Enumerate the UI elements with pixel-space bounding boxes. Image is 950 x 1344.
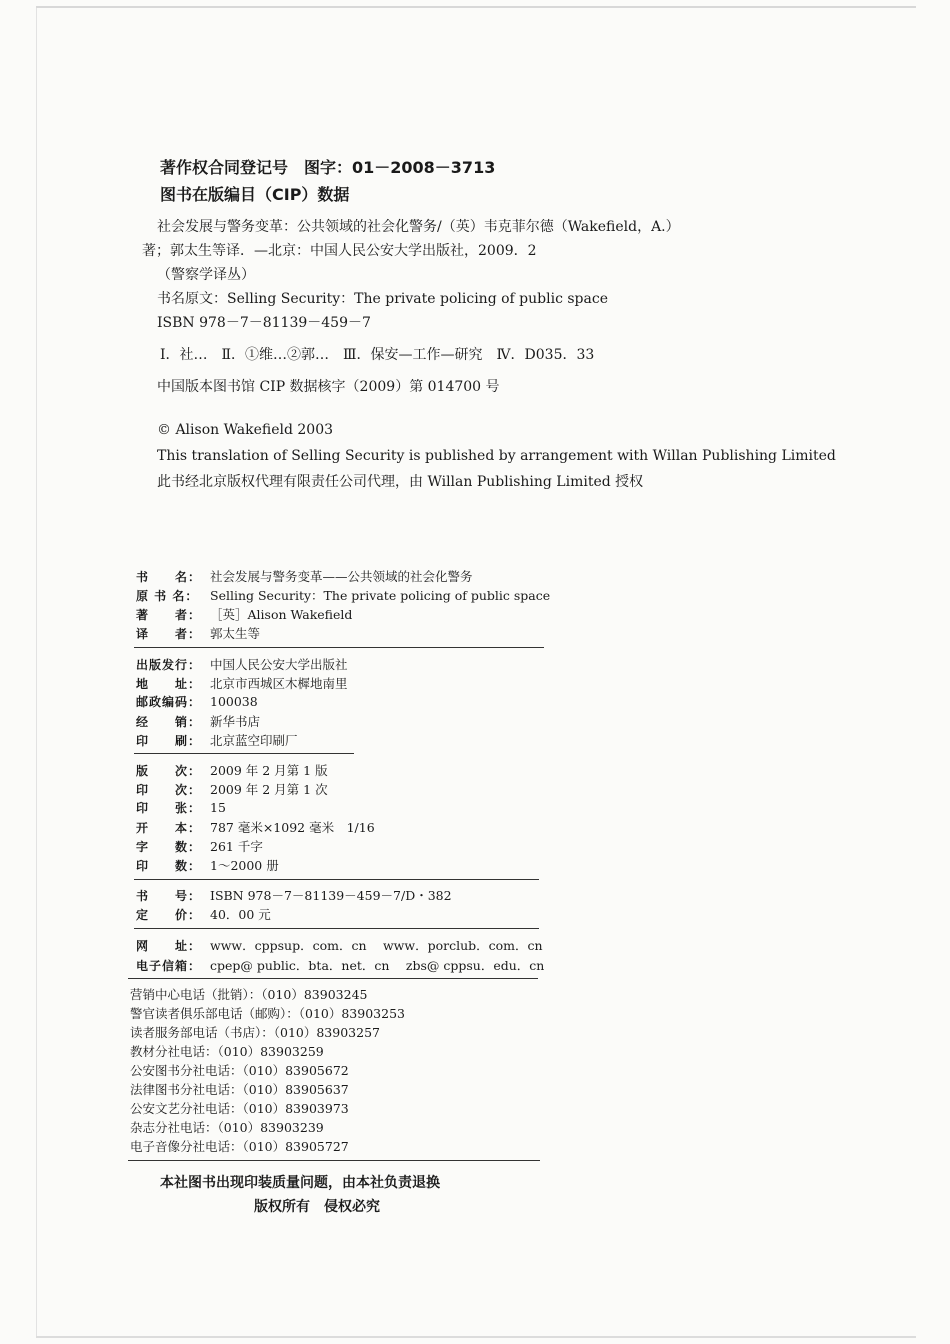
divider <box>134 879 539 880</box>
page-edge-bottom <box>36 1336 916 1338</box>
publisher-info-row: 印 刷： 北京蓝空印刷厂 <box>136 733 298 748</box>
web-info-row: 电子信箱： cpep@ public．bta．net．cn zbs@ cppsu．edu．cn <box>136 958 545 973</box>
print-info-row: 印 数： 1～2000 册 <box>136 858 279 873</box>
divider <box>134 928 539 929</box>
publisher-info-row: 出版发行： 中国人民公安大学出版社 <box>136 657 348 672</box>
phone-line: 营销中心电话（批销）：（010）83903245 <box>130 987 368 1002</box>
phone-line: 警官读者俱乐部电话（邮购）：（010）83903253 <box>130 1006 405 1021</box>
phone-line: 教材分社电话：（010）83903259 <box>130 1044 324 1059</box>
cip-line: 著；郭太生等译．—北京：中国人民公安大学出版社，2009．2 <box>142 243 537 259</box>
book-info-row: 书 名： 社会发展与警务变革——公共领域的社会化警务 <box>136 569 473 584</box>
print-info-row: 印 张： 15 <box>136 800 226 815</box>
phone-line: 电子音像分社电话：（010）83905727 <box>130 1139 349 1154</box>
quality-notice: 本社图书出现印装质量问题，由本社负责退换 <box>160 1175 440 1191</box>
cip-line: 社会发展与警务变革：公共领域的社会化警务/（英）韦克菲尔德（Wakefield，A.） <box>157 219 680 235</box>
cip-title: 图书在版编目（CIP）数据 <box>160 185 350 204</box>
web-info-row: 网 址： www．cppsup．com．cn www．porclub．com．cn <box>136 938 543 953</box>
cip-data-number: 中国版本图书馆 CIP 数据核字（2009）第 014700 号 <box>157 379 500 395</box>
publisher-info-row: 地 址： 北京市西城区木樨地南里 <box>136 676 348 691</box>
phone-line: 公安文艺分社电话：（010）83903973 <box>130 1101 349 1116</box>
book-info-row: 原 书 名： Selling Security：The private policing of public space <box>136 588 551 603</box>
copyright-notice: © Alison Wakefield 2003 <box>157 422 334 438</box>
publisher-info-row: 邮政编码： 100038 <box>136 694 258 709</box>
phone-line: 公安图书分社电话：（010）83905672 <box>130 1063 349 1078</box>
print-info-row: 开 本： 787 毫米×1092 毫米 1/16 <box>136 820 375 835</box>
cip-line: （警察学译丛） <box>157 267 255 283</box>
print-info-row: 字 数： 261 千字 <box>136 839 263 854</box>
divider <box>128 1160 540 1161</box>
phone-line: 杂志分社电话：（010）83903239 <box>130 1120 324 1135</box>
print-info-row: 印 次： 2009 年 2 月第 1 次 <box>136 782 328 797</box>
cip-line: 书名原文：Selling Security：The private policing of public space <box>157 291 608 307</box>
divider <box>134 753 354 754</box>
isbn-info-row: 书 号： ISBN 978－7－81139－459－7/D・382 <box>136 888 452 903</box>
page-edge-top <box>36 6 916 8</box>
agency-notice: 此书经北京版权代理有限责任公司代理，由 Willan Publishing Limited 授权 <box>157 474 644 490</box>
phone-line: 法律图书分社电话：（010）83905637 <box>130 1082 349 1097</box>
divider <box>128 978 538 979</box>
print-info-row: 版 次： 2009 年 2 月第 1 版 <box>136 763 328 778</box>
page-edge-left <box>36 8 37 1338</box>
translation-notice: This translation of Selling Security is published by arrangement with Willan Publishing Limited <box>157 448 836 464</box>
divider <box>134 647 544 648</box>
book-info-row: 译 者： 郭太生等 <box>136 626 261 641</box>
book-info-row: 著 者： ［英］Alison Wakefield <box>136 607 353 622</box>
rights-reserved: 版权所有 侵权必究 <box>254 1199 380 1215</box>
publisher-info-row: 经 销： 新华书店 <box>136 714 261 729</box>
isbn-info-row: 定 价： 40．00 元 <box>136 907 271 922</box>
cip-classification: Ⅰ．社… Ⅱ．①维…②郭… Ⅲ．保安—工作—研究 Ⅳ．D035．33 <box>160 347 595 363</box>
copyright-registration: 著作权合同登记号 图字：01－2008－3713 <box>160 158 496 177</box>
cip-line: ISBN 978－7－81139－459－7 <box>157 315 371 331</box>
phone-line: 读者服务部电话（书店）：（010）83903257 <box>130 1025 380 1040</box>
